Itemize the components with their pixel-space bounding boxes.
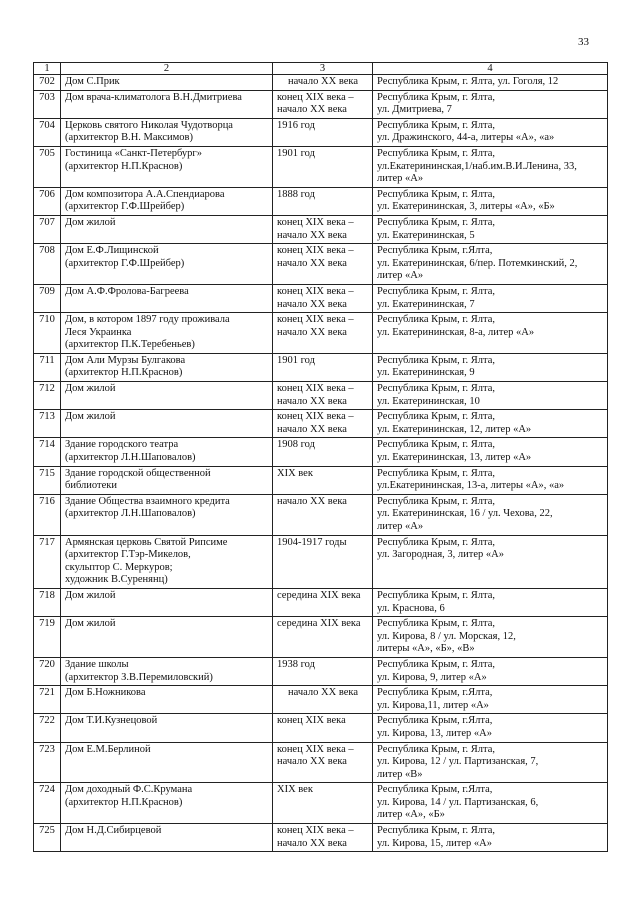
object-date bbox=[273, 535, 373, 588]
object-address-line: Республика Крым, г. Ялта, bbox=[377, 383, 496, 395]
table-row bbox=[34, 90, 608, 118]
object-date-line: конец XIX века bbox=[277, 715, 346, 727]
row-number: 711 bbox=[34, 353, 61, 381]
object-address-line: Республика Крым, г. Ялта, bbox=[377, 589, 496, 601]
table-row bbox=[34, 824, 608, 852]
object-address-line: ул. Дмитриева, 7 bbox=[377, 104, 452, 116]
table-row bbox=[34, 783, 608, 824]
object-address bbox=[373, 353, 608, 381]
row-number: 710 bbox=[34, 313, 61, 354]
object-address bbox=[373, 438, 608, 466]
object-address bbox=[373, 494, 608, 535]
object-address bbox=[373, 742, 608, 783]
object-address bbox=[373, 244, 608, 285]
object-date-line: 1916 год bbox=[277, 119, 315, 131]
object-name bbox=[61, 686, 273, 714]
row-number: 703 bbox=[34, 90, 61, 118]
object-address-line: ул. Екатерининская, 9 bbox=[377, 367, 475, 379]
object-date bbox=[273, 657, 373, 685]
object-date-line: XIX век bbox=[277, 784, 313, 796]
object-date bbox=[273, 466, 373, 494]
object-date bbox=[273, 353, 373, 381]
object-address-line: литер «А» bbox=[377, 173, 424, 185]
object-address-line: ул. Екатерининская, 13, литер «А» bbox=[377, 452, 532, 464]
row-number: 716 bbox=[34, 494, 61, 535]
object-date bbox=[273, 438, 373, 466]
object-date-line: XIX век bbox=[277, 467, 313, 479]
object-name bbox=[61, 535, 273, 588]
object-name bbox=[61, 466, 273, 494]
object-date bbox=[273, 714, 373, 742]
object-date-line: конец XIX века – bbox=[277, 411, 354, 423]
row-number: 720 bbox=[34, 657, 61, 685]
object-name-line: Армянская церковь Святой Рипсиме bbox=[65, 536, 228, 548]
object-date-line: 1901 год bbox=[277, 147, 315, 159]
object-date-line: конец XIX века – bbox=[277, 383, 354, 395]
object-address-line: Республика Крым, г. Ялта, bbox=[377, 743, 496, 755]
object-address-line: ул. Кирова, 12 / ул. Партизанская, 7, bbox=[377, 756, 539, 768]
object-name-line: (архитектор П.К.Теребеньев) bbox=[65, 339, 195, 351]
table-row bbox=[34, 466, 608, 494]
object-address-line: Республика Крым, г. Ялта, bbox=[377, 314, 496, 326]
object-name-line: библиотеки bbox=[65, 480, 117, 492]
object-name bbox=[61, 353, 273, 381]
column-number-row bbox=[34, 63, 608, 75]
table-row bbox=[34, 438, 608, 466]
object-date bbox=[273, 284, 373, 312]
object-name-line: Церковь святого Николая Чудотворца bbox=[65, 119, 233, 131]
table-row bbox=[34, 714, 608, 742]
object-address bbox=[373, 75, 608, 91]
object-name-line: скульптор С. Меркуров; bbox=[65, 561, 173, 573]
object-name-line: Дом Н.Д.Сибирцевой bbox=[65, 825, 162, 837]
object-address-line: Республика Крым, г. Ялта, bbox=[377, 216, 496, 228]
object-name bbox=[61, 657, 273, 685]
object-address bbox=[373, 686, 608, 714]
object-name-line: Дом С.Прик bbox=[65, 76, 120, 87]
object-address bbox=[373, 382, 608, 410]
object-address-line: Республика Крым, г. Ялта, bbox=[377, 825, 496, 837]
object-date-line: начало XX века bbox=[277, 257, 347, 269]
object-name bbox=[61, 215, 273, 243]
object-name-line: Дом жилой bbox=[65, 589, 116, 601]
object-address bbox=[373, 284, 608, 312]
object-date bbox=[273, 90, 373, 118]
object-date bbox=[273, 494, 373, 535]
object-date-line: 1938 год bbox=[277, 658, 315, 670]
object-name-line: (архитектор Н.П.Краснов) bbox=[65, 796, 183, 808]
object-name bbox=[61, 382, 273, 410]
object-name-line: Дом жилой bbox=[65, 618, 116, 630]
object-address bbox=[373, 714, 608, 742]
object-date bbox=[273, 75, 373, 91]
object-date-line: конец XIX века – bbox=[277, 216, 354, 228]
object-date-line: начало XX века bbox=[288, 76, 358, 87]
object-address-line: ул. Кирова,11, литер «А» bbox=[377, 699, 489, 711]
table-row bbox=[34, 494, 608, 535]
object-date bbox=[273, 118, 373, 146]
object-address-line: ул. Екатерининская, 7 bbox=[377, 298, 475, 310]
object-date bbox=[273, 313, 373, 354]
object-name bbox=[61, 146, 273, 187]
row-number: 725 bbox=[34, 824, 61, 852]
object-address bbox=[373, 410, 608, 438]
object-date-line: 1901 год bbox=[277, 354, 315, 366]
object-name-line: (архитектор Л.Н.Шаповалов) bbox=[65, 508, 196, 520]
object-address-line: ул. Екатерининская, 5 bbox=[377, 229, 475, 241]
object-address bbox=[373, 617, 608, 658]
object-address-line: Республика Крым, г. Ялта, bbox=[377, 658, 496, 670]
table-row bbox=[34, 742, 608, 783]
object-date-line: 1888 год bbox=[277, 188, 315, 200]
object-address-line: литер «А» bbox=[377, 270, 424, 282]
object-date bbox=[273, 686, 373, 714]
object-address-line: литеры «А», «Б», «В» bbox=[377, 643, 475, 655]
row-number: 705 bbox=[34, 146, 61, 187]
table-row bbox=[34, 657, 608, 685]
object-name-line: (архитектор Г.Ф.Шрейбер) bbox=[65, 201, 185, 213]
row-number: 719 bbox=[34, 617, 61, 658]
object-name-line: Здание городского театра bbox=[65, 439, 179, 451]
object-address bbox=[373, 824, 608, 852]
object-address-line: ул. Дражинского, 44-а, литеры «А», «а» bbox=[377, 132, 555, 144]
object-address-line: ул. Краснова, 6 bbox=[377, 602, 445, 614]
object-date bbox=[273, 783, 373, 824]
object-address-line: ул. Кирова, 14 / ул. Партизанская, 6, bbox=[377, 796, 539, 808]
table-row bbox=[34, 686, 608, 714]
object-name bbox=[61, 783, 273, 824]
object-address-line: ул. Екатерининская, 3, литеры «А», «Б» bbox=[377, 201, 555, 213]
object-name-line: Дом Т.И.Кузнецовой bbox=[65, 715, 158, 727]
table-row bbox=[34, 353, 608, 381]
object-address-line: литер «В» bbox=[377, 768, 423, 780]
object-name bbox=[61, 824, 273, 852]
object-address-line: ул. Екатерининская, 10 bbox=[377, 395, 480, 407]
row-number: 704 bbox=[34, 118, 61, 146]
object-address-line: Республика Крым, г.Ялта, bbox=[377, 687, 493, 699]
row-number: 706 bbox=[34, 187, 61, 215]
object-date-line: середина XIX века bbox=[277, 618, 361, 630]
object-name-line: (архитектор Г.Тэр-Микелов, bbox=[65, 549, 191, 561]
column-number-2: 2 bbox=[61, 63, 273, 75]
object-address-line: Республика Крым, г. Ялта, bbox=[377, 411, 496, 423]
table-row bbox=[34, 535, 608, 588]
table-row bbox=[34, 75, 608, 91]
object-name-line: (архитектор Н.П.Краснов) bbox=[65, 367, 183, 379]
object-name-line: Здание школы bbox=[65, 658, 129, 670]
row-number: 702 bbox=[34, 75, 61, 91]
object-name bbox=[61, 284, 273, 312]
heritage-registry-table bbox=[33, 62, 608, 852]
object-name-line: Гостиница «Санкт-Петербург» bbox=[65, 147, 202, 159]
object-name-line: Дом доходный Ф.С.Крумана bbox=[65, 784, 193, 796]
object-address-line: Республика Крым, г. Ялта, bbox=[377, 354, 496, 366]
object-name bbox=[61, 494, 273, 535]
object-name-line: Дом композитора А.А.Спендиарова bbox=[65, 188, 225, 200]
object-date bbox=[273, 146, 373, 187]
table-row bbox=[34, 215, 608, 243]
object-date bbox=[273, 824, 373, 852]
object-name-line: Дом А.Ф.Фролова-Багреева bbox=[65, 285, 189, 297]
object-date-line: конец XIX века – bbox=[277, 825, 354, 837]
row-number: 723 bbox=[34, 742, 61, 783]
row-number: 718 bbox=[34, 588, 61, 616]
object-name bbox=[61, 617, 273, 658]
object-address-line: Республика Крым, г.Ялта, bbox=[377, 715, 493, 727]
object-date bbox=[273, 410, 373, 438]
object-date bbox=[273, 244, 373, 285]
row-number: 708 bbox=[34, 244, 61, 285]
object-name-line: художник В.Суренянц) bbox=[65, 574, 168, 586]
object-name bbox=[61, 742, 273, 783]
object-address-line: ул. Екатерининская, 8-а, литер «А» bbox=[377, 326, 535, 338]
object-name-line: (архитектор Н.П.Краснов) bbox=[65, 160, 183, 172]
object-date-line: начало XX века bbox=[277, 423, 347, 435]
row-number: 712 bbox=[34, 382, 61, 410]
object-name bbox=[61, 714, 273, 742]
object-address-line: Республика Крым, г. Ялта, bbox=[377, 618, 496, 630]
object-date-line: начало XX века bbox=[277, 229, 347, 241]
object-date-line: начало XX века bbox=[277, 495, 347, 507]
object-address-line: Республика Крым, г. Ялта, bbox=[377, 536, 496, 548]
row-number: 707 bbox=[34, 215, 61, 243]
object-date-line: начало XX века bbox=[277, 298, 347, 310]
object-address-line: ул. Екатерининская, 6/пер. Потемкинский, 2, bbox=[377, 257, 578, 269]
object-address-line: Республика Крым, г.Ялта, bbox=[377, 245, 493, 257]
object-address-line: ул.Екатерининская,1/наб.им.В.И.Ленина, 33, bbox=[377, 160, 577, 172]
object-address-line: ул. Кирова, 15, литер «А» bbox=[377, 837, 492, 849]
object-date-line: начало XX века bbox=[277, 326, 347, 338]
table-row bbox=[34, 382, 608, 410]
row-number: 721 bbox=[34, 686, 61, 714]
row-number: 715 bbox=[34, 466, 61, 494]
object-date bbox=[273, 742, 373, 783]
object-date bbox=[273, 588, 373, 616]
object-address bbox=[373, 783, 608, 824]
object-name-line: Леся Украинка bbox=[65, 326, 132, 338]
object-name-line: Дом Али Мурзы Булгакова bbox=[65, 354, 186, 366]
object-name-line: Дом Б.Ножникова bbox=[65, 687, 146, 699]
object-name bbox=[61, 410, 273, 438]
object-date bbox=[273, 617, 373, 658]
object-name bbox=[61, 588, 273, 616]
object-date-line: конец XIX века – bbox=[277, 743, 354, 755]
object-name-line: (архитектор В.Н. Максимов) bbox=[65, 132, 193, 144]
object-name bbox=[61, 75, 273, 91]
object-address-line: Республика Крым, г. Ялта, ул. Гоголя, 12 bbox=[377, 76, 559, 87]
object-address-line: Республика Крым, г. Ялта, bbox=[377, 188, 496, 200]
object-date-line: 1908 год bbox=[277, 439, 315, 451]
object-date-line: конец XIX века – bbox=[277, 245, 354, 257]
object-name bbox=[61, 244, 273, 285]
row-number: 724 bbox=[34, 783, 61, 824]
object-address bbox=[373, 90, 608, 118]
column-number-1: 1 bbox=[34, 63, 61, 75]
object-address-line: ул. Кирова, 8 / ул. Морская, 12, bbox=[377, 630, 516, 642]
object-name bbox=[61, 313, 273, 354]
object-address-line: Республика Крым, г. Ялта, bbox=[377, 439, 496, 451]
object-address-line: ул.Екатерининская, 13-а, литеры «А», «а» bbox=[377, 480, 565, 492]
object-date-line: конец XIX века – bbox=[277, 91, 354, 103]
object-date bbox=[273, 215, 373, 243]
object-date-line: середина XIX века bbox=[277, 589, 361, 601]
object-date bbox=[273, 187, 373, 215]
object-address-line: литер «А» bbox=[377, 521, 424, 532]
object-date-line: конец XIX века – bbox=[277, 285, 354, 297]
object-date bbox=[273, 382, 373, 410]
object-date-line: начало XX века bbox=[288, 687, 358, 699]
registry-body bbox=[34, 63, 608, 852]
object-date-line: начало XX века bbox=[277, 756, 347, 768]
object-name bbox=[61, 438, 273, 466]
object-address bbox=[373, 146, 608, 187]
object-address bbox=[373, 187, 608, 215]
object-address-line: ул. Кирова, 9, литер «А» bbox=[377, 671, 487, 683]
object-date-line: начало XX века bbox=[277, 104, 347, 116]
object-name-line: (архитектор Г.Ф.Шрейбер) bbox=[65, 257, 185, 269]
object-name-line: (архитектор З.В.Перемиловский) bbox=[65, 671, 213, 683]
table-row bbox=[34, 617, 608, 658]
object-address-line: ул. Екатерининская, 16 / ул. Чехова, 22, bbox=[377, 508, 553, 520]
object-address-line: ул. Екатерининская, 12, литер «А» bbox=[377, 423, 532, 435]
object-address-line: ул. Загородная, 3, литер «А» bbox=[377, 549, 504, 561]
table-row bbox=[34, 146, 608, 187]
row-number: 709 bbox=[34, 284, 61, 312]
object-address bbox=[373, 118, 608, 146]
object-address-line: литер «А», «Б» bbox=[377, 809, 445, 821]
object-address bbox=[373, 215, 608, 243]
row-number: 722 bbox=[34, 714, 61, 742]
object-name-line: (архитектор Л.Н.Шаповалов) bbox=[65, 452, 196, 464]
row-number: 714 bbox=[34, 438, 61, 466]
object-address bbox=[373, 313, 608, 354]
object-name-line: Дом жилой bbox=[65, 411, 116, 423]
object-name-line: Дом жилой bbox=[65, 216, 116, 228]
object-name-line: Дом Е.Ф.Лищинской bbox=[65, 245, 159, 257]
object-date-line: начало XX века bbox=[277, 395, 347, 407]
object-name-line: Дом, в котором 1897 году проживала bbox=[65, 314, 230, 326]
object-name bbox=[61, 118, 273, 146]
object-address bbox=[373, 466, 608, 494]
object-address-line: Республика Крым, г.Ялта, bbox=[377, 784, 493, 796]
object-date-line: начало XX века bbox=[277, 837, 347, 849]
table-row bbox=[34, 187, 608, 215]
object-address-line: ул. Кирова, 13, литер «А» bbox=[377, 727, 492, 739]
object-address-line: Республика Крым, г. Ялта, bbox=[377, 285, 496, 297]
table-row bbox=[34, 313, 608, 354]
row-number: 713 bbox=[34, 410, 61, 438]
table-row bbox=[34, 410, 608, 438]
object-address-line: Республика Крым, г. Ялта, bbox=[377, 467, 496, 479]
table-row bbox=[34, 588, 608, 616]
object-date-line: 1904-1917 годы bbox=[277, 536, 347, 548]
object-name-line: Здание городской общественной bbox=[65, 467, 211, 479]
column-number-4: 4 bbox=[373, 63, 608, 75]
object-name-line: Дом жилой bbox=[65, 383, 116, 395]
object-address-line: Республика Крым, г. Ялта, bbox=[377, 495, 496, 507]
column-number-3: 3 bbox=[273, 63, 373, 75]
object-address bbox=[373, 657, 608, 685]
row-number: 717 bbox=[34, 535, 61, 588]
object-address-line: Республика Крым, г. Ялта, bbox=[377, 119, 496, 131]
object-address-line: Республика Крым, г. Ялта, bbox=[377, 147, 496, 159]
table-row bbox=[34, 244, 608, 285]
object-address-line: Республика Крым, г. Ялта, bbox=[377, 91, 496, 103]
object-name bbox=[61, 187, 273, 215]
object-date-line: конец XIX века – bbox=[277, 314, 354, 326]
object-address bbox=[373, 535, 608, 588]
object-address bbox=[373, 588, 608, 616]
table-row bbox=[34, 118, 608, 146]
object-name-line: Здание Общества взаимного кредита bbox=[65, 495, 230, 507]
table-row bbox=[34, 284, 608, 312]
page-number: 33 bbox=[578, 36, 589, 48]
object-name-line: Дом врача-климатолога В.Н.Дмитриева bbox=[65, 91, 242, 103]
object-name bbox=[61, 90, 273, 118]
object-name-line: Дом Е.М.Берлиной bbox=[65, 743, 151, 755]
